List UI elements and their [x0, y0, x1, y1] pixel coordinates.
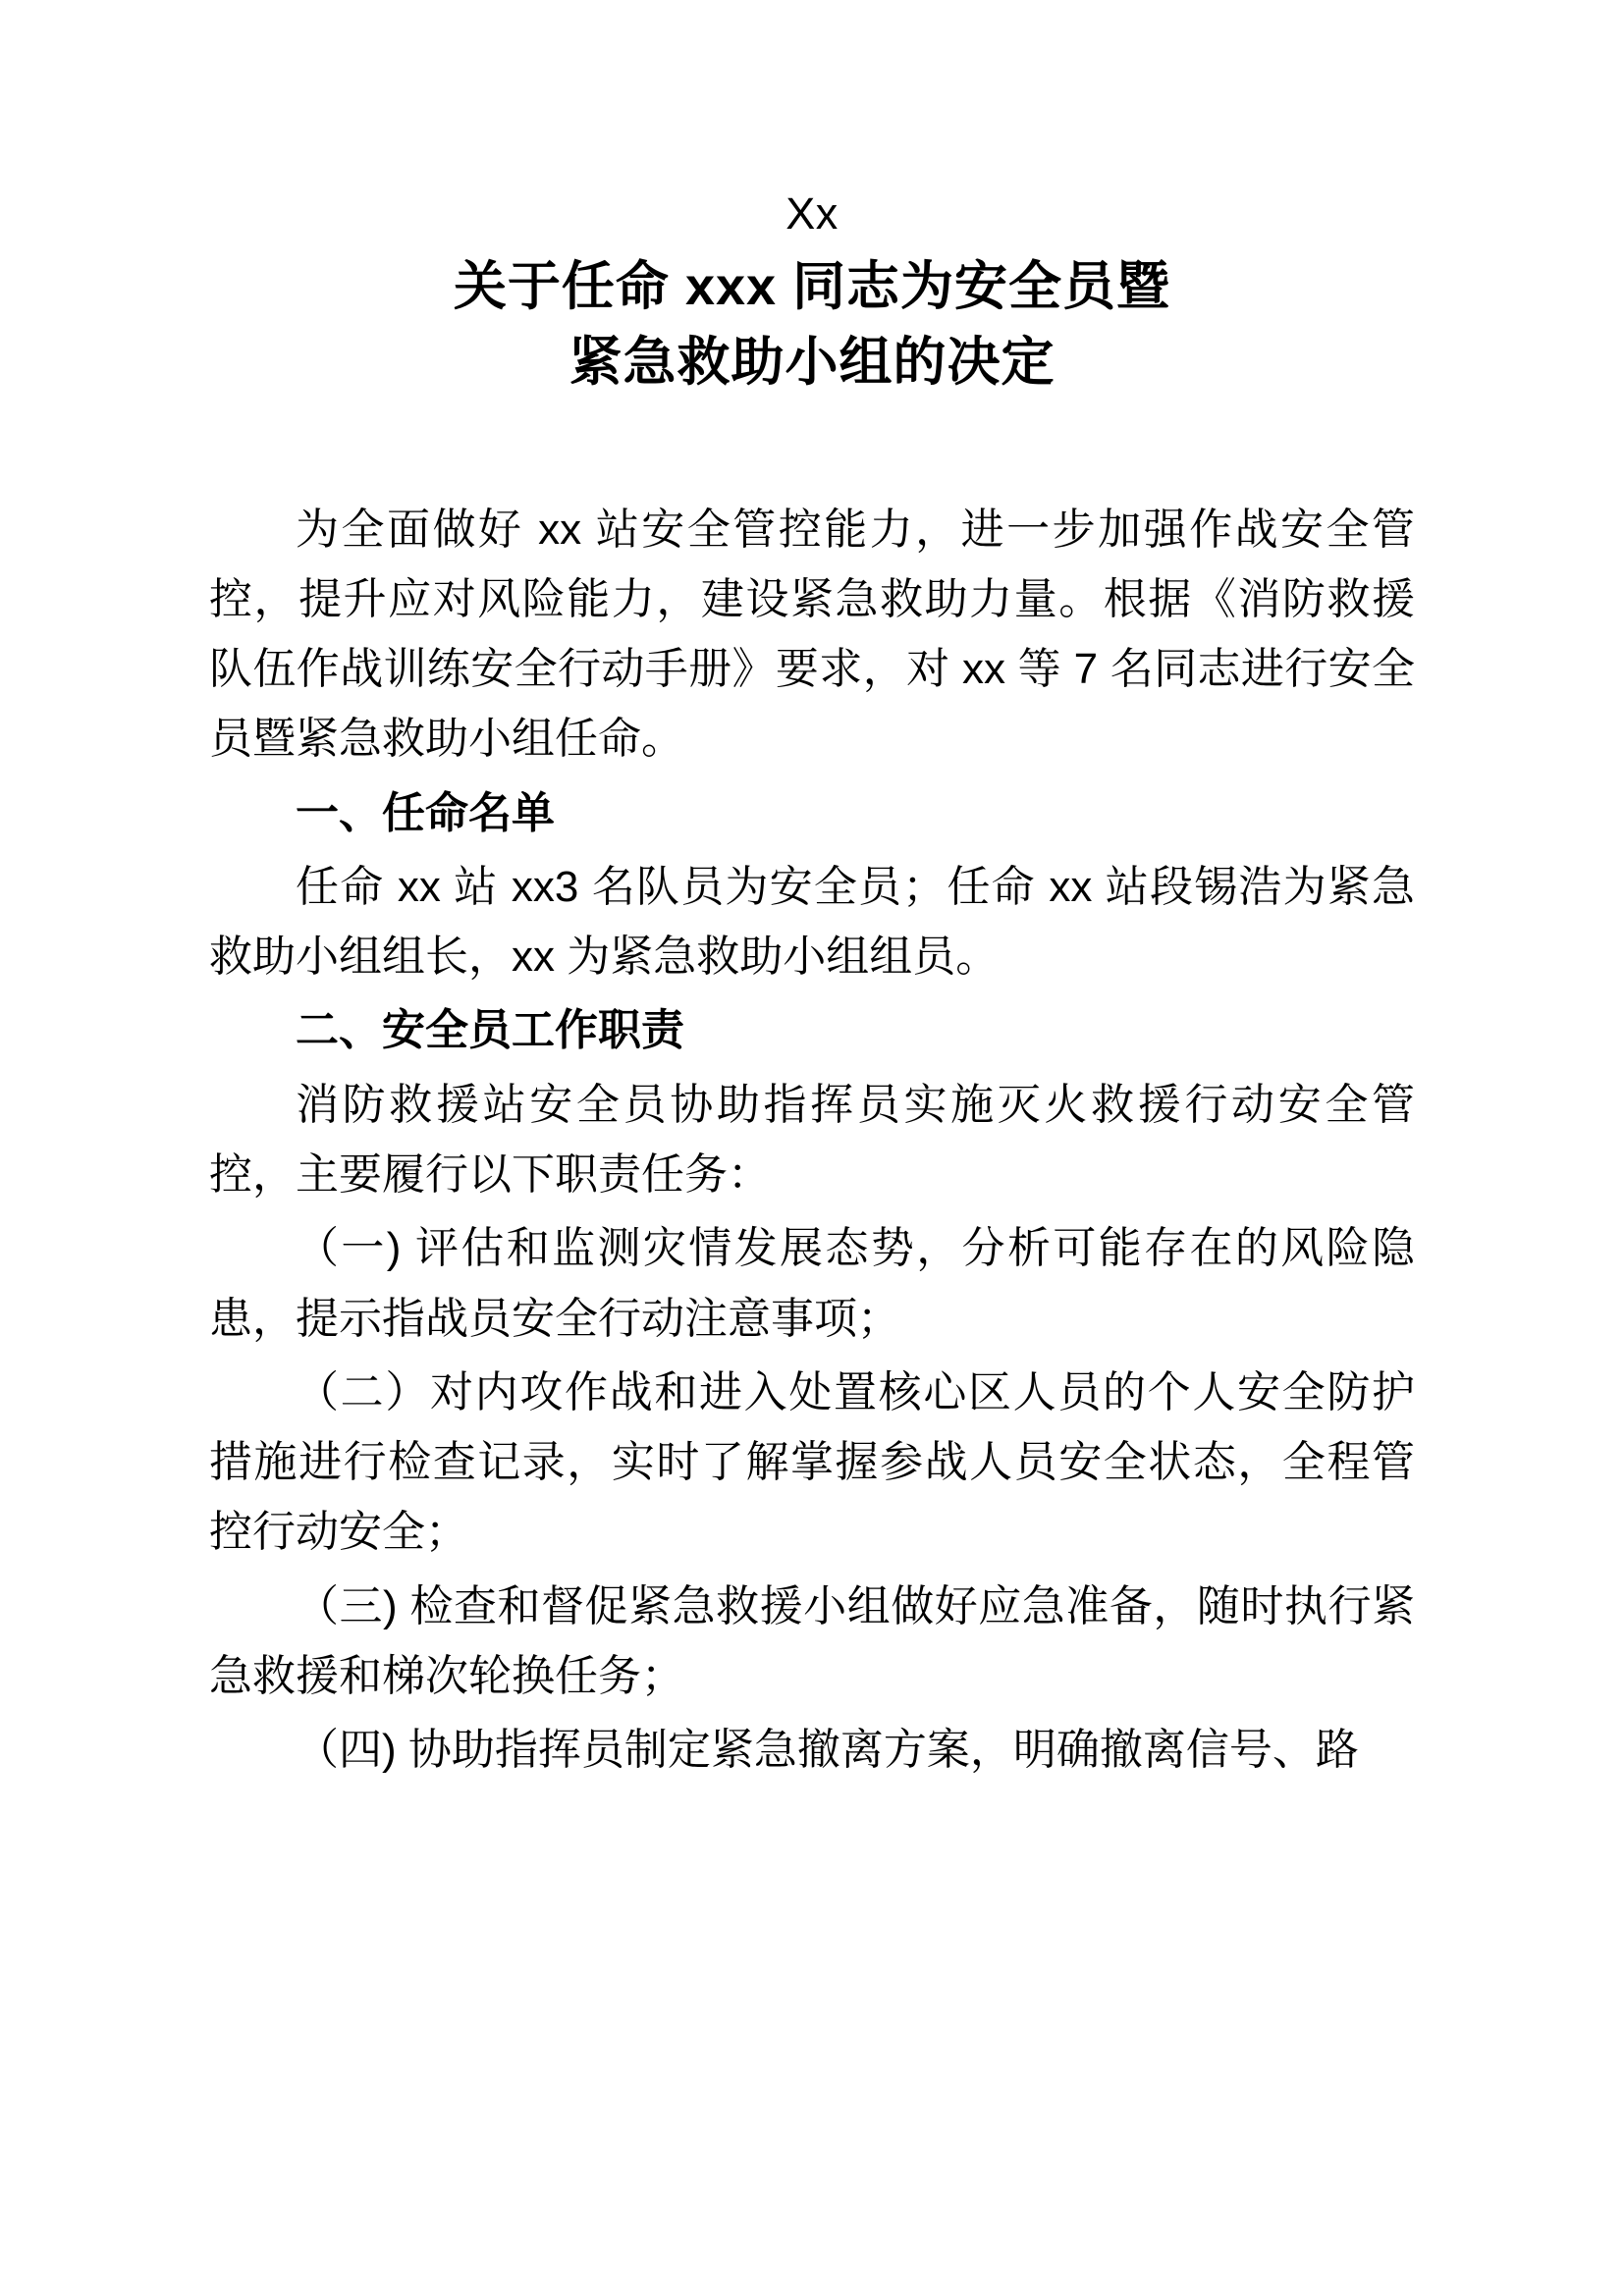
paragraph-section-1-body: 任命 xx 站 xx3 名队员为安全员；任命 xx 站段锡浩为紧急救助小组组长，xx 为紧急救助小组组员。 — [209, 862, 1415, 982]
paragraph-section-1-heading: 一、任命名单 — [296, 788, 555, 837]
paragraph-item-1: （一) 评估和监测灾情发展态势，分析可能存在的风险隐患，提示指战员安全行动注意事项； — [209, 1224, 1415, 1343]
document-title-block — [209, 187, 1415, 400]
document-content — [209, 187, 1415, 1789]
paragraph-section-2-body: 消防救援站安全员协助指挥员实施灭火救援行动安全管控，主要履行以下职责任务： — [209, 1080, 1415, 1199]
title-line-1: 关于任命 xxx 同志为安全员暨 — [453, 257, 1171, 317]
paragraph-section-2-heading: 二、安全员工作职责 — [296, 1006, 684, 1055]
document-body — [209, 495, 1415, 1786]
title-organization: Xx — [785, 188, 839, 239]
title-line-2: 紧急救助小组的决定 — [568, 332, 1056, 392]
paragraph-intro: 为全面做好 xx 站安全管控能力，进一步加强作战安全管控，提升应对风险能力，建设紧急救助力量。根据《消防救援队伍作战训练安全行动手册》要求，对 xx 等 7 名同志进行安全员暨紧急救助小组任命。 — [209, 505, 1415, 764]
paragraph-item-2: （二）对内攻作战和进入处置核心区人员的个人安全防护措施进行检查记录，实时了解掌握参战人员安全状态，全程管控行动安全； — [209, 1367, 1415, 1557]
paragraph-item-4: （四) 协助指挥员制定紧急撤离方案，明确撤离信号、路 — [296, 1726, 1359, 1775]
paragraph-item-3: （三) 检查和督促紧急救援小组做好应急准备，随时执行紧急救援和梯次轮换任务； — [209, 1581, 1415, 1700]
